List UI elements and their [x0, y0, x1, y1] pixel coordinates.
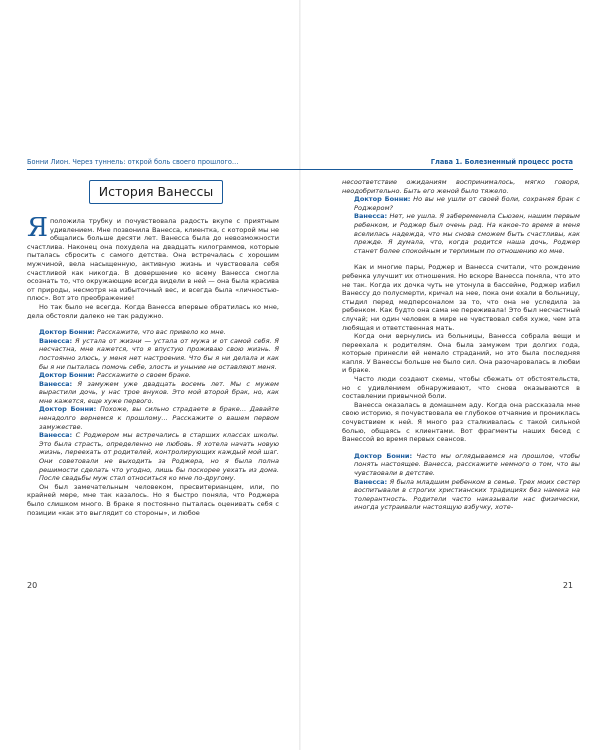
dialogue-line — [39, 431, 279, 483]
right-page-number: 21 — [562, 581, 573, 590]
dialogue-line — [354, 212, 580, 255]
right-running-header: Глава 1. Болезненный процесс роста — [430, 158, 573, 166]
dialogue-line — [354, 195, 580, 212]
opening-paragraph-text: положила трубку и почувствовала радость вкупе с приятным удивлением. Мне позвонила Ванесса, клиентка, с которой мы не общались больше десяти лет. Ванесса была до невозможности счастлива. Наконец она похудела на двадцать килограммов, которые пыталась сбросить с самого детства. Она встречалась с хорошим мужчиной, вела насыщенную, активную жизнь и чувствовала себя счастливой как никогда. В довершение ко всему Ванесса смогла осознать то, что окружающие всегда видели в ней — она была красива от природы, несмотря на избыточный вес, и всегда была «личностью-плюс». Вот это преображение! — [27, 217, 279, 303]
left-running-header: Бонни Лион. Через туннель: открой боль своего прошлого… — [27, 158, 239, 166]
dialogue-line — [354, 452, 580, 478]
paragraph: Он был замечательным человеком, пресвитерианцем, или, по крайней мере, мне так казалось. Но я быстро поняла, что Роджера было слишком много. В браке я постоянно пыталась оценивать себя с позиции «как это выглядит со стороны», и любое — [27, 482, 279, 517]
speaker-label: Доктор Бонни: — [39, 371, 95, 380]
dialogue-line — [39, 337, 279, 371]
dialogue-text: Но вы не ушли от своей боли, сохраняя брак с Роджером? — [354, 195, 580, 212]
speaker-label: Ванесса: — [39, 431, 73, 440]
speaker-label: Ванесса: — [354, 212, 388, 221]
paragraph: Как и многие пары, Роджер и Ванесса считали, что рождение ребенка улучшит их отношения. Но вскоре Ванесса поняла, что это не так. Когда их дочка чуть не утонула в бассейне, Роджер избил Ванессу до полусмерти, кричал на нее, пока они ехали в больницу, стыдил перед медперсоналом за то, что она не уследила за ребенком. Как будто она сама не переживала! Это был несчастный случай; ни один человек в мире не чувствовал себя хуже, чем эта любящая и ответственная мать. — [342, 263, 580, 332]
dialogue-line — [39, 380, 279, 406]
dialogue-text: Часто мы оглядываемся на прошлое, чтобы понять настоящее. Ванесса, расскажите немного о том, что вы чувствовали в детстве. — [354, 451, 580, 477]
dialogue-text: Похоже, вы сильно страдаете в браке… Давайте ненадолго вернемся к прошлому… Расскажите о вашем первом замужестве. — [39, 405, 279, 431]
dialogue-block — [342, 452, 580, 512]
section-title: История Ванессы — [89, 180, 223, 204]
continued-paragraph: несоответствие ожиданиям воспринималось, мягко говоря, неодобрительно. Быть его женой было тяжело. — [342, 178, 580, 195]
dialogue-block — [342, 195, 580, 255]
dialogue-text: Я замужем уже двадцать восемь лет. Мы с мужем вырастили дочь, у нас трое внуков. Это мой второй брак, но, как мне кажется, еще хуже первого. — [39, 379, 279, 405]
speaker-label: Ванесса: — [39, 379, 73, 388]
left-page-number: 20 — [27, 581, 38, 590]
dialogue-text: С Роджером мы встречались в старших классах школы. Это была страсть, определенно не любовь. Я хотела начать новую жизнь, переехать от родителей, контролирующих каждый мой шаг. Они советовали не выходить за Роджера, но я была полна решимости сделать что угодно, лишь бы поскорее уехать из дома. После свадьбы муж стал относиться ко мне по-другому. — [39, 431, 279, 483]
dialogue-block — [27, 328, 279, 483]
speaker-label: Доктор Бонни: — [39, 405, 97, 414]
right-page — [300, 0, 600, 750]
dialogue-text: Я устала от жизни — устала от мужа и от самой себя. Я несчастна, мне кажется, что я впустую проживаю свою жизнь. Я постоянно злюсь, у меня нет настроения. Что бы я ни делала и как бы я ни пыталась помочь себе, злость и уныние не оставляют меня. — [39, 336, 279, 371]
dialogue-line — [39, 371, 279, 380]
speaker-label: Ванесса: — [354, 477, 388, 486]
paragraph: Часто люди создают схемы, чтобы сбежать от обстоятельств, но с удивлением обнаруживают, что снова оказываются в составлении привычной боли. — [342, 375, 580, 401]
dialogue-text: Расскажите о своем браке. — [96, 371, 191, 380]
dialogue-line — [354, 478, 580, 512]
dialogue-line — [39, 328, 279, 337]
speaker-label: Доктор Бонни: — [354, 451, 413, 460]
opening-paragraph — [27, 213, 279, 303]
right-text-block — [342, 178, 580, 512]
speaker-label: Ванесса: — [39, 336, 73, 345]
speaker-label: Доктор Бонни: — [354, 195, 411, 204]
drop-cap: Я — [27, 213, 48, 243]
dialogue-text: Нет, не ушла. Я забеременела Сьюзен, нашим первым ребенком, и Роджер был очень рад. На какое-то время в меня вселилась надежда, что мы снова сможем быть счастливы, как прежде. Я думала, что, когда родится наша дочь, Роджер станет более спокойным и терпимым по отношению ко мне. — [354, 212, 580, 255]
right-header-rule — [300, 169, 573, 170]
paragraph: Но так было не всегда. Когда Ванесса впервые обратилась ко мне, дела обстояли далеко не так радужно. — [27, 302, 279, 320]
speaker-label: Доктор Бонни: — [39, 328, 95, 337]
dialogue-text: Я была младшим ребенком в семье. Трех моих сестер воспитывали в строгих христианских традициях без намека на толерантность. Родители часто наказывали нас физически, иногда устраивали настоящую взбучку, хоте- — [354, 477, 580, 512]
dialogue-text: Расскажите, что вас привело ко мне. — [96, 328, 226, 337]
left-header-rule — [27, 169, 300, 170]
paragraph: Когда они вернулись из больницы, Ванесса собрала вещи и переехала к родителям. Она была замужем три долгих года, которые принесли ей немало страданий, но это была последняя капля. У Ванессы больше не было сил. Она разочаровалась в любви и браке. — [342, 332, 580, 375]
dialogue-line — [39, 405, 279, 431]
paragraph: Ванесса оказалась в домашнем аду. Когда она рассказала мне свою историю, я почувствовала ее глубокое отчаяние и прониклась сочувствием к ней. Я много раз сталкивалась с такой сильной болью, общаясь с клиентами. Вот фрагменты наших бесед с Ванессой во время первых сеансов. — [342, 400, 580, 444]
left-text-block — [27, 176, 279, 517]
